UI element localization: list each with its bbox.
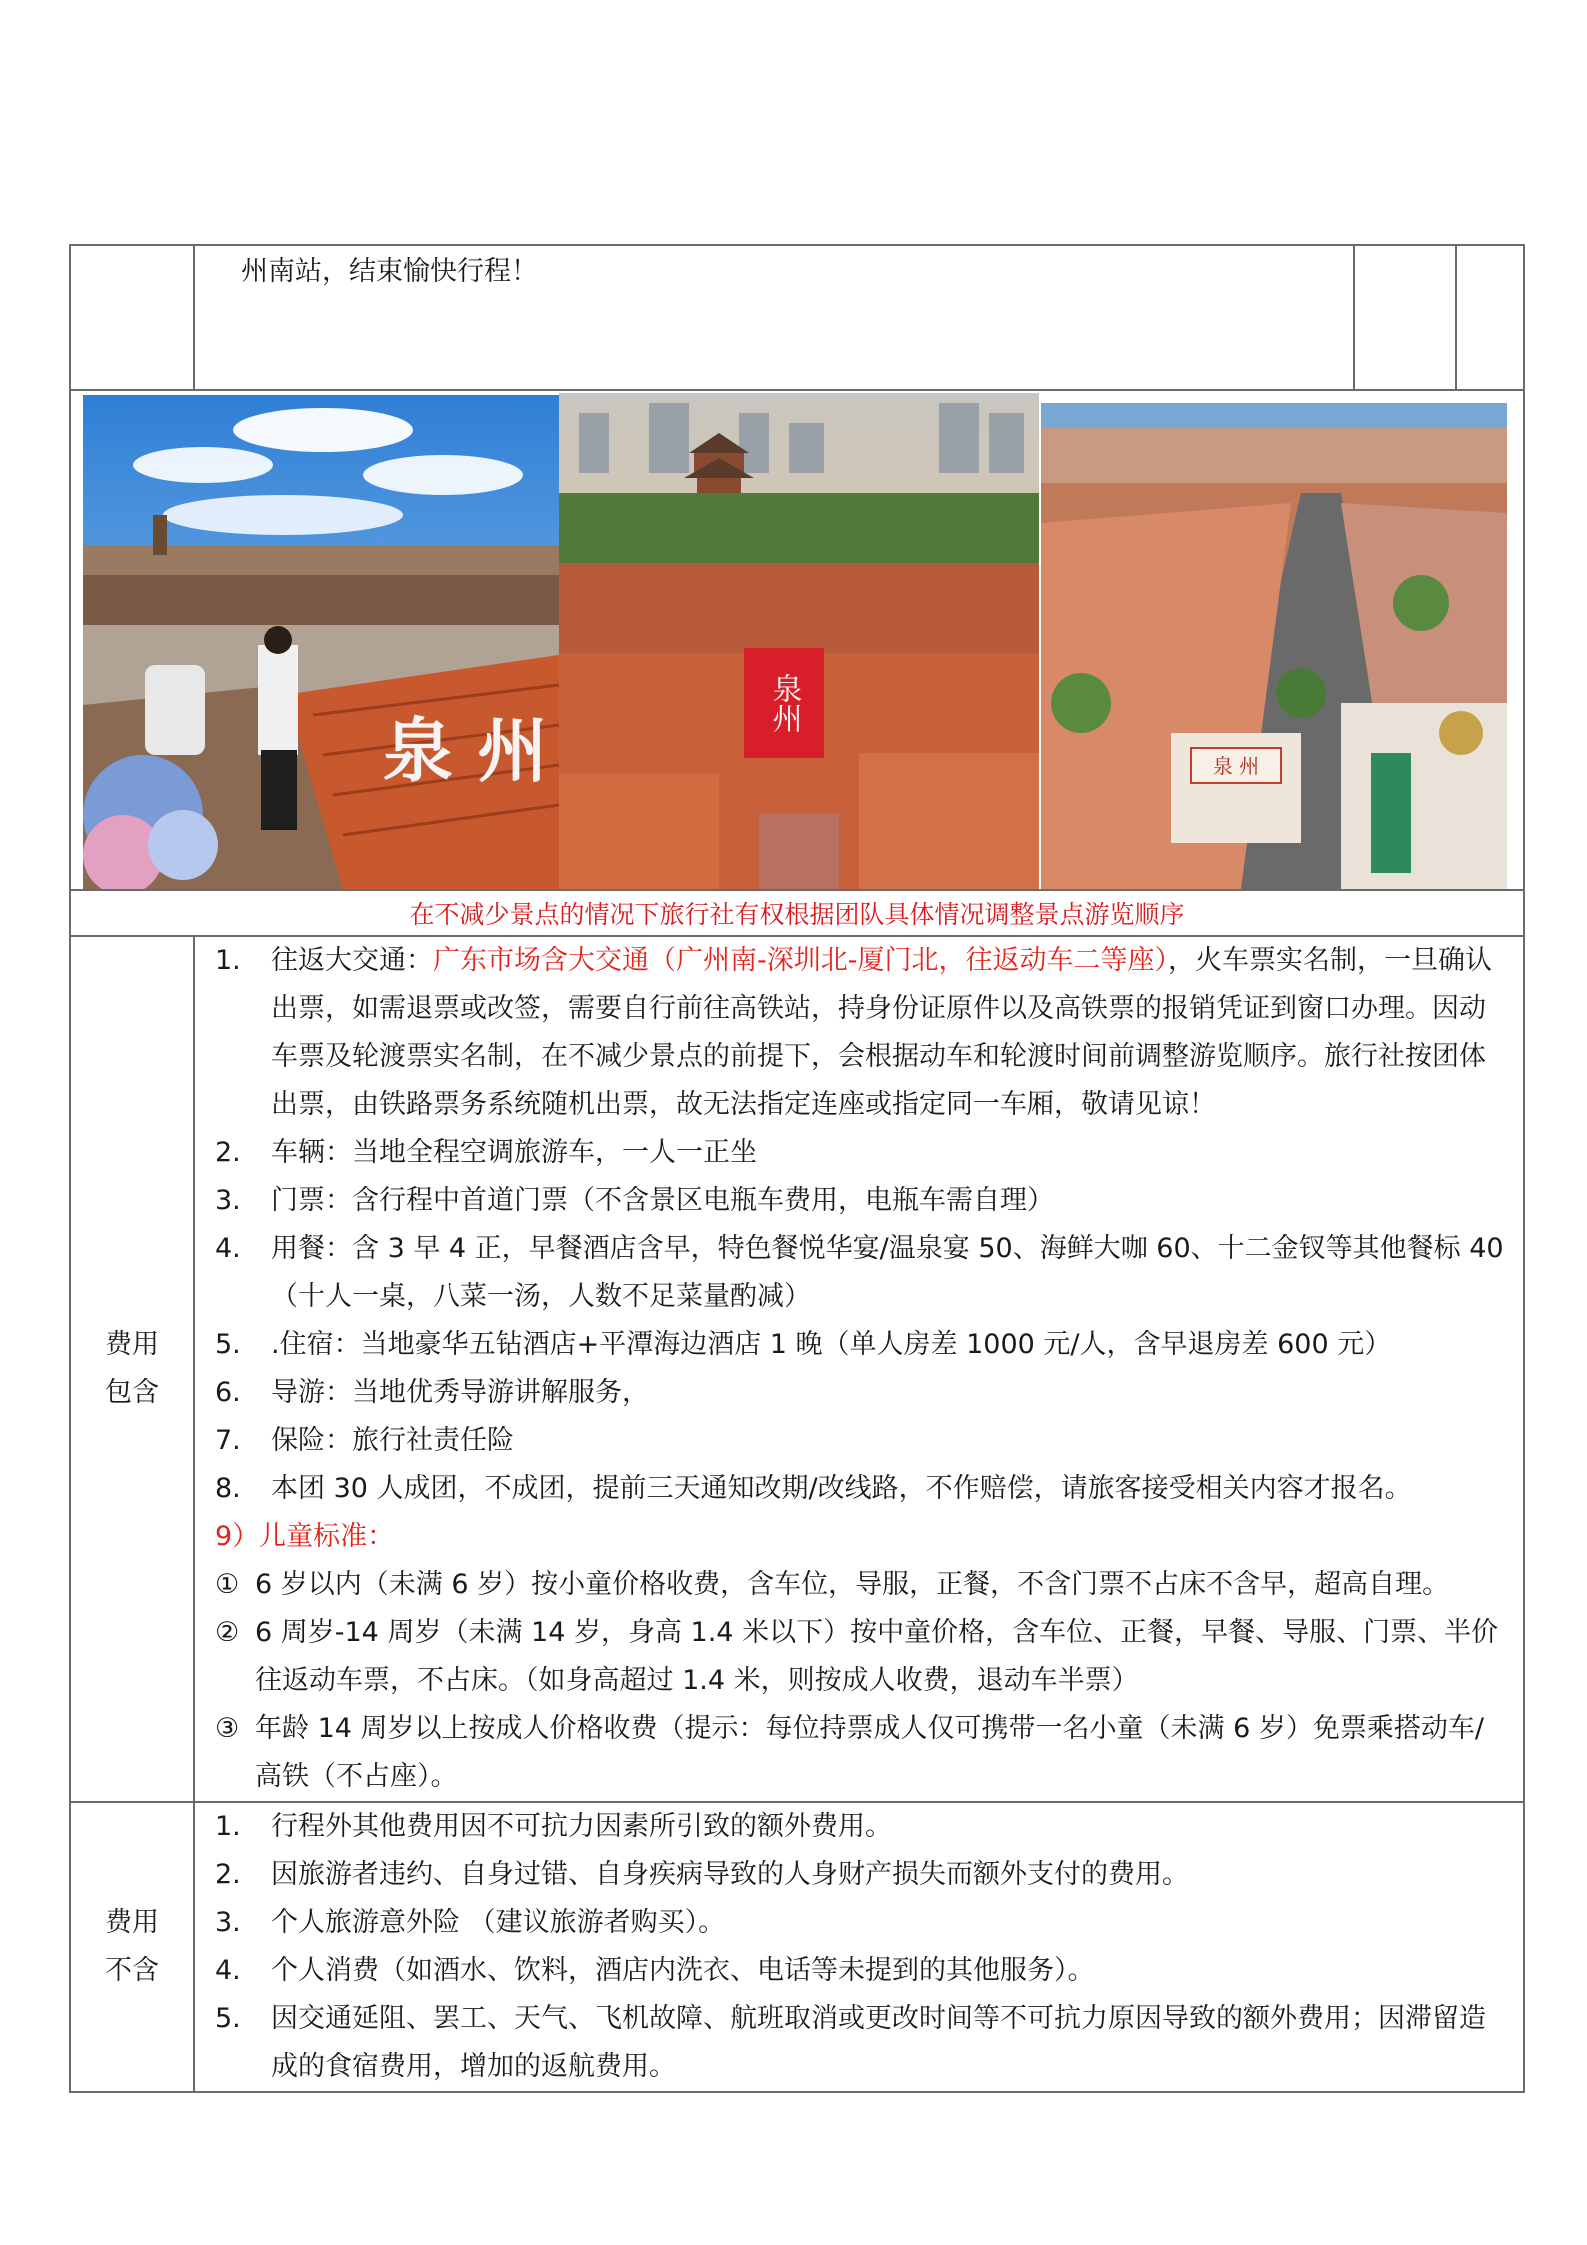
continuation-text: 州南站，结束愉快行程！ [195, 246, 1355, 389]
notice-row [71, 891, 1523, 937]
list-item [215, 1225, 1509, 1321]
label-line: 包含 [105, 1377, 159, 1408]
transport-highlight: 广东市场含大交通（广州南-深圳北-厦门北，往返动车二等座） [433, 945, 1168, 976]
list-item [215, 1465, 1509, 1513]
quanzhou-street-photo [1041, 403, 1507, 889]
item-number: 5. [215, 1329, 241, 1360]
item-text: 门票：含行程中首道门票（不含景区电瓶车费用，电瓶车需自理） [271, 1185, 1054, 1216]
item-number: 2. [215, 1859, 241, 1890]
list-item [215, 1177, 1509, 1225]
label-line: 费用 [105, 1907, 159, 1938]
label-line: 费用 [105, 1329, 159, 1360]
item-number: 8. [215, 1473, 241, 1504]
item-text: 个人消费（如酒水、饮料，酒店内洗衣、电话等未提到的其他服务）。 [271, 1955, 1095, 1986]
list-item [215, 937, 1509, 1129]
item-text: 导游：当地优秀导游讲解服务， [271, 1377, 649, 1408]
child-item [215, 1705, 1509, 1801]
child-item [215, 1609, 1509, 1705]
list-item [215, 1321, 1509, 1369]
fee-include-row [71, 937, 1523, 1803]
photo-row [71, 391, 1523, 891]
item-marker: ② [215, 1617, 240, 1648]
item-text: .住宿：当地豪华五钻酒店+平潭海边酒店 1 晚（单人房差 1000 元/人，含早退房差 600 元） [271, 1329, 1392, 1360]
empty-cell [1457, 246, 1523, 389]
item-lead: 往返大交通： [271, 945, 433, 976]
quanzhou-banner-text: 泉州 [766, 673, 802, 733]
item-number: 3. [215, 1185, 241, 1216]
list-item [215, 1803, 1509, 1851]
item-number: 1. [215, 1811, 241, 1842]
item-text: 保险：旅行社责任险 [271, 1425, 514, 1456]
item-text: 车辆：当地全程空调旅游车，一人一正坐 [271, 1137, 757, 1168]
item-number: 6. [215, 1377, 241, 1408]
list-item [215, 1369, 1509, 1417]
quanzhou-rooftop-photo [83, 395, 559, 889]
item-number: 5. [215, 2003, 241, 2034]
item-number: 7. [215, 1425, 241, 1456]
item-text: 6 周岁-14 周岁（未满 14 岁，身高 1.4 米以下）按中童价格，含车位、正餐，早餐、导服、门票、半价往返动车票，不占床。（如身高超过 1.4 米，则按成人收费，退动车半票） [255, 1617, 1499, 1696]
quanzhou-sign-text: 泉 州 [383, 709, 548, 792]
child-item [215, 1561, 1509, 1609]
fee-include-label [71, 937, 195, 1801]
quanzhou-city-photo [559, 393, 1039, 889]
fee-include-list [195, 937, 1523, 1801]
empty-cell [1355, 246, 1457, 389]
item-rest: ，火车票实名制，一旦确认出票，如需退票或改签，需要自行前往高铁站，持身份证原件以及高铁票的报销凭证到窗口办理。因动车票及轮渡票实名制，在不减少景点的前提下，会根据动车和轮渡时间前调整游览顺序。旅行社按团体出票，由铁路票务系统随机出票，故无法指定连座或指定同一车厢，敬请见谅！ [271, 945, 1492, 1120]
item-text: 用餐：含 3 早 4 正，早餐酒店含早，特色餐悦华宴/温泉宴 50、海鲜大咖 60、十二金钗等其他餐标 40（十人一桌，八菜一汤，人数不足菜量酌减） [271, 1233, 1504, 1312]
list-item [215, 1851, 1509, 1899]
fee-exclude-label [71, 1803, 195, 2091]
fee-exclude-row [71, 1803, 1523, 2091]
item-number: 4. [215, 1955, 241, 1986]
item-number: 4. [215, 1233, 241, 1264]
itinerary-notice: 在不减少景点的情况下旅行社有权根据团队具体情况调整景点游览顺序 [409, 900, 1185, 929]
list-item [215, 1995, 1509, 2091]
item-text: 因旅游者违约、自身过错、自身疾病导致的人身财产损失而额外支付的费用。 [271, 1859, 1189, 1890]
item-text: 6 岁以内（未满 6 岁）按小童价格收费，含车位，导服，正餐，不含门票不占床不含早，超高自理。 [255, 1569, 1450, 1600]
fee-exclude-list [195, 1803, 1523, 2091]
item-text: 因交通延阻、罢工、天气、飞机故障、航班取消或更改时间等不可抗力原因导致的额外费用；因滞留造成的食宿费用，增加的返航费用。 [271, 2003, 1486, 2082]
list-item [215, 1417, 1509, 1465]
item-text: 年龄 14 周岁以上按成人价格收费（提示：每位持票成人仅可携带一名小童（未满 6 岁）免票乘搭动车/高铁（不占座）。 [255, 1713, 1484, 1792]
itinerary-table [69, 244, 1525, 2093]
list-item [215, 1129, 1509, 1177]
item-number: 2. [215, 1137, 241, 1168]
list-item [215, 1899, 1509, 1947]
item-text: 个人旅游意外险 （建议旅游者购买）。 [271, 1907, 726, 1938]
list-item [215, 1947, 1509, 1995]
item-marker: ① [215, 1569, 240, 1600]
continuation-row [71, 246, 1523, 391]
item-marker: ③ [215, 1713, 240, 1744]
quanzhou-gate-text: 泉 州 [1212, 754, 1260, 778]
empty-label-cell [71, 246, 195, 389]
item-number: 3. [215, 1907, 241, 1938]
label-line: 不含 [105, 1955, 159, 1986]
item-number: 1. [215, 945, 241, 976]
child-standard-title: 9）儿童标准： [215, 1521, 395, 1552]
item-text: 行程外其他费用因不可抗力因素所引致的额外费用。 [271, 1811, 892, 1842]
item-text: 本团 30 人成团，不成团，提前三天通知改期/改线路，不作赔偿，请旅客接受相关内容才报名。 [271, 1473, 1412, 1504]
